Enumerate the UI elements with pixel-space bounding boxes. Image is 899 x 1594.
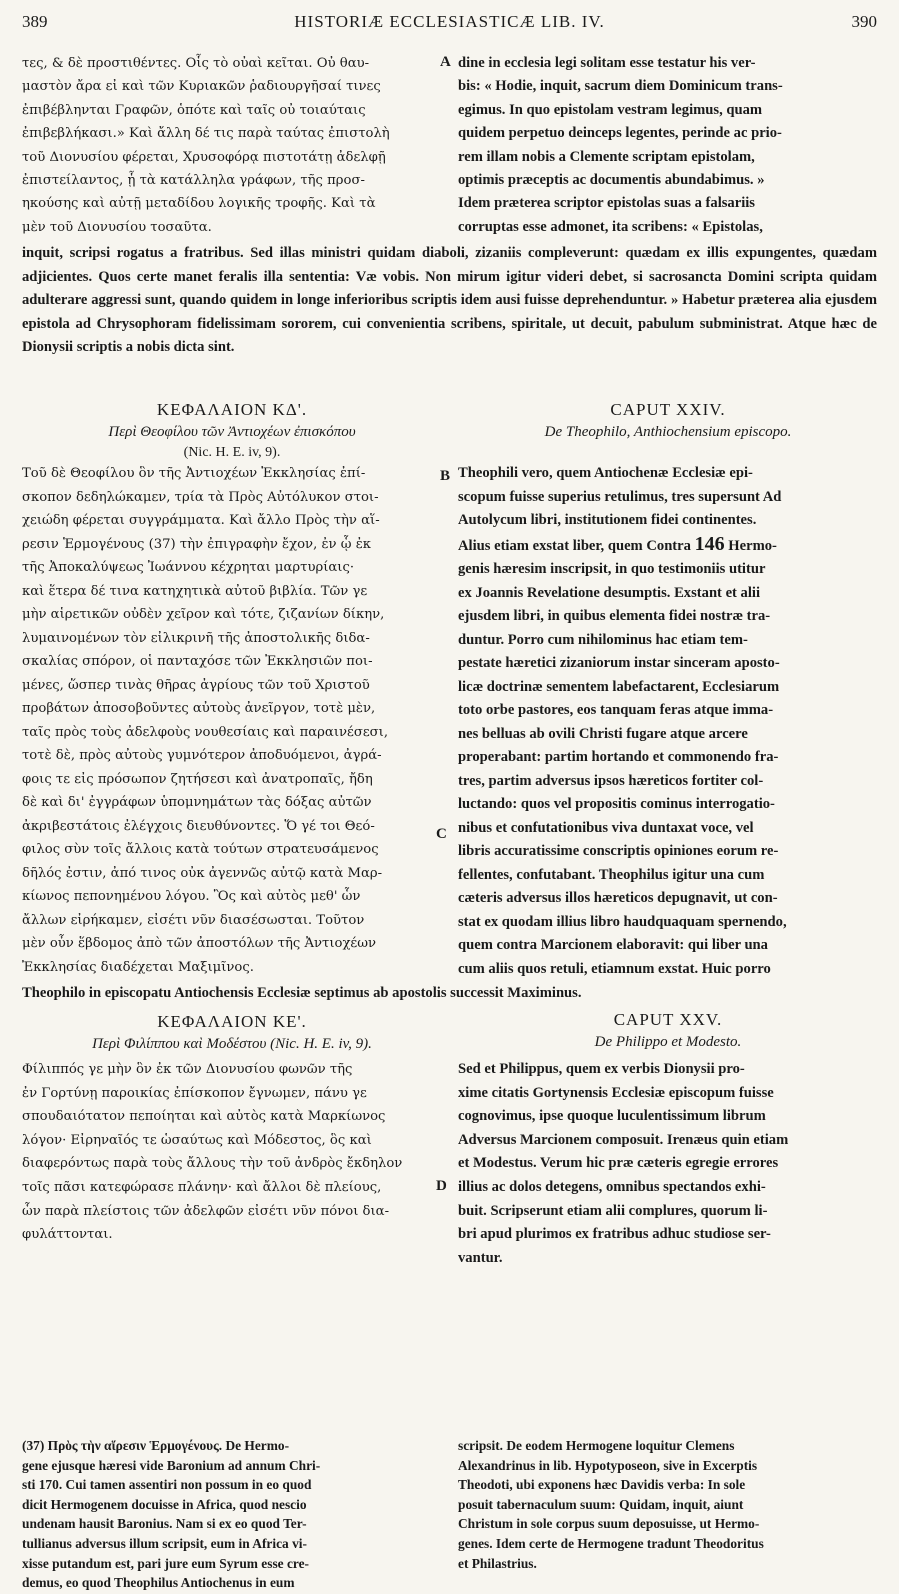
text-line: duntur. Porro cum nihilominus hac etiam tem- — [458, 631, 748, 648]
page-number-right: 390 — [851, 12, 877, 31]
text-line: cognovimus, ipse quoque luculentissimum librum — [458, 1108, 766, 1125]
footnote-right — [458, 1436, 878, 1573]
text-line: σπουδαιότατον πεποίηται καὶ αὐτὸς κατὰ Μαρκίωνος — [22, 1109, 386, 1125]
text-line: λυμαινομένων τὸν εἰλικρινῆ τῆς ἀποστολικῆς διδα- — [22, 630, 370, 646]
text-line: τες, & δὲ προστιθέντες. Οἷς τὸ οὐαὶ κεῖται. Οὐ θαυ- — [22, 56, 370, 71]
greek-column-ch24 — [22, 462, 442, 979]
text-line: illius ac dolos detegens, omnibus spectandos exhi- — [458, 1178, 766, 1195]
text-line: μαστὸν ἄρα εἰ καὶ τῶν Κυριακῶν ῥαδιουργῆσαί τινες — [22, 79, 381, 95]
text-line: genis hæresim inscripsit, in quo testimoniis utitur — [458, 561, 766, 577]
text-line: λόγον· Εἰρηναῖός τε ὡσαύτως καὶ Μόδεστος, ὃς καὶ — [22, 1132, 372, 1148]
greek-column-ch25 — [22, 1058, 442, 1247]
text-line: προβάτων ἀποσοβοῦντες αὐτοὺς ἀνεῖργον, τοτὲ μὲν, — [22, 701, 376, 716]
text-line: σκαλίας σπόρον, οἱ πανταχόσε τῶν Ἐκκλησιῶν ποι- — [22, 654, 373, 669]
text-line: corruptas esse admonet, ita scribens: « Epistolas, — [458, 218, 763, 235]
greek-column-top — [22, 52, 442, 239]
margin-marker-b: B — [440, 468, 451, 484]
greek-chapter-reference: (Nic. H. E. iv, 9). — [183, 445, 281, 460]
note-line: tullianus adversus illum scripsit, eum in Africa vi- — [22, 1535, 307, 1551]
text-line: καὶ ἕτερα δέ τινα κατηχητικὰ αὐτοῦ βιβλία. Τῶν γε — [22, 583, 368, 599]
text-line: μένες, ὥσπερ τινὰς θῆρας ἀγρίους τῶν τοῦ Χριστοῦ — [22, 677, 370, 693]
text-line: dine in ecclesia legi solitam esse testatur his ver- — [458, 55, 756, 71]
text-fragment: Hermo- — [728, 537, 777, 554]
chapter-25-latin-heading — [458, 1008, 878, 1053]
text-line: libris accuratissime conscriptis opiniones eorum re- — [458, 843, 779, 859]
text-line: Autolycum libri, institutionem fidei continentes. — [458, 512, 757, 528]
chapter-25-greek-heading — [22, 1010, 442, 1055]
text-line: nes belluas ab ovili Christi fugare atque arcere — [458, 725, 748, 742]
text-line: ἀκριβεστάτοις ἐλέγχοις διευθύνοντες. Ὅ γέ τοι Θεό- — [22, 818, 375, 834]
note-line: Christum in sole corpus suum deposuisse, ut Hermo- — [458, 1516, 760, 1532]
text-line: vantur. — [458, 1249, 503, 1266]
running-title: HISTORIÆ ECCLESIASTICÆ LIB. IV. — [294, 12, 605, 31]
margin-marker-d: D — [436, 1178, 447, 1194]
latin-column-top — [458, 52, 878, 239]
text-line: χειώδη φέρεται συγγράμματα. Καὶ ἄλλο Πρὸς τὴν αἵ- — [22, 513, 380, 528]
text-line: ἐπιβέβληνται Γραφῶν, ὁπότε καὶ ταῖς οὐ τοιαύταις — [22, 102, 366, 118]
note-line: et Philastrius. — [458, 1555, 537, 1571]
latin-chapter-title: CAPUT XXIV. — [610, 400, 726, 419]
text-line: egimus. In quo epistolam vestram legimus, quam — [458, 101, 763, 118]
note-line: sti 170. Cui tamen assentiri non possum in eo quod — [22, 1477, 312, 1493]
text-line: δὲ καὶ δι' ἐγγράφων ὑπομνημάτων τὰς δόξας αὐτῶν — [22, 795, 372, 810]
text-line: διαφερόντως παρὰ τοὺς ἄλλους τὴν τοῦ ἀνδρὸς ἔκδηλον — [22, 1156, 403, 1172]
margin-marker-a: A — [440, 54, 451, 70]
text-line: φιλος σὺν τοῖς ἄλλοις κατὰ τούτων στρατευσάμενος — [22, 842, 379, 857]
text-line: μὴν αἱρετικῶν οὐδὲν χεῖρον καὶ τότε, ζιζανίων δίκην, — [22, 607, 385, 622]
text-line: fellentes, confutabant. Theophilus igitur una cum — [458, 866, 765, 883]
text-line: ἐπιστείλαντος, ᾗ τὰ κατάλληλα γράφων, τῆς προσ- — [22, 173, 365, 189]
note-line: genes. Idem certe de Hermogene tradunt Theodoritus — [458, 1535, 764, 1551]
note-line: undenam hausit Baronius. Nam si ex eo quod Ter- — [22, 1516, 307, 1532]
text-line: cum aliis quos retuli, etiamnum exstat. Huic porro — [458, 960, 771, 977]
text-line: τῆς Ἀποκαλύψεως Ἰωάννου κέχρηται μαρτυρίαις· — [22, 560, 355, 575]
margin-marker-c: C — [436, 826, 447, 842]
column-number: 146 — [694, 532, 725, 555]
text-line: Idem præterea scriptor epistolas suas a falsariis — [458, 195, 755, 212]
text-line: ἐπιβεβλήκασι.» Καὶ ἄλλη δέ τις παρὰ ταύτας ἐπιστολὴ — [22, 126, 390, 142]
note-line: gene ejusque hæresi vide Baronium ad annum Chri- — [22, 1457, 321, 1473]
chapter-24-latin-heading — [458, 398, 878, 443]
text-line: nibus et confutationibus viva duntaxat voce, vel — [458, 819, 754, 836]
text-line: quidem perpetuo deinceps legentes, perinde ac prio- — [458, 125, 782, 142]
text-line: xime citatis Gortynensis Ecclesiæ episcopum fuisse — [458, 1084, 774, 1101]
text-line: μὲν τοῦ Διονυσίου τοσαῦτα. — [22, 219, 212, 235]
text-line: licæ doctrinæ sementem labefactarent, Ecclesiarum — [458, 678, 780, 695]
text-line: cæteris adversus illos hæreticos depugnavit, ut con- — [458, 890, 778, 906]
full-width-paragraph: inquit, scripsi rogatus a fratribus. Sed illas ministri quidam diaboli, zizaniis compleverunt: quædam ex illis expungentes, quædam adjicientes. Quos certe manet feralis illa sententia: Væ vobis. Non mirum igitur videri debet, si sacrosancta Domini scripta quidam adulterare aggressi sunt, quando quidem in longe inferioribus scriptis idem ausi fuisse deprehenduntur. » Habetur præterea alia ejusdem epistola ad Chrysophoram fidelissimam sororem, cui convenientia scribens, spiritale, ut decuit, pabulum subministrat. Atque hæc de Dionysii scriptis a nobis dicta sint. — [22, 245, 877, 355]
note-line: xisse putandum est, pari jure eum Syrum esse cre- — [22, 1555, 310, 1571]
chapter-24-greek-heading — [22, 398, 442, 463]
greek-chapter-subtitle: Περὶ Φιλίππου καὶ Μοδέστου (Nic. H. E. iv, 9). — [92, 1036, 372, 1052]
note-line: scripsit. De eodem Hermogene loquitur Clemens — [458, 1438, 735, 1453]
text-line: Adversus Marcionem composuit. Irenæus quin etiam — [458, 1131, 789, 1148]
text-line: ejusdem libri, in quibus elementa fidei nostræ tra- — [458, 608, 771, 624]
text-line: κίωνος πεπονημένου λόγου. Ὃς καὶ αὐτὸς μεθ' ὧν — [22, 889, 361, 904]
text-line: luctando: quos vel propositis cominus interrogatio- — [458, 796, 775, 812]
text-line: τοῖς πᾶσι κατεφώρασε πλάνην· καὶ ἄλλοι δὲ πλείους, — [22, 1179, 382, 1195]
text-line — [458, 533, 878, 559]
text-line: pestate hæretici zizaniorum instar sinceram aposto- — [458, 655, 780, 671]
text-line: μὲν οὖν ἕβδομος ἀπὸ τῶν ἀποστόλων τῆς Ἀντιοχέων — [22, 936, 377, 951]
latin-chapter-subtitle: De Theophilo, Anthiochensium episcopo. — [544, 424, 792, 440]
note-line: Alexandrinus in lib. Hypotyposeon, sive in Excerptis — [458, 1457, 758, 1473]
text-line: stat ex quodam illius libro haudquaquam spernendo, — [458, 913, 787, 930]
text-line: quem contra Marcionem elaboravit: qui liber una — [458, 937, 768, 953]
text-line: φυλάττονται. — [22, 1227, 113, 1243]
greek-chapter-title: ΚΕΦΑΛΑΙΟΝ ΚΕ'. — [157, 1012, 307, 1031]
text-fragment: Alius etiam exstat liber, quem Contra — [458, 537, 691, 554]
text-line: tres, partim adversus ipsos hæreticos fortiter col- — [458, 772, 764, 789]
note-line: Theodoti, ubi exponens hæc Davidis verba: In sole — [458, 1477, 746, 1493]
text-line: scopum fuisse superius retulimus, tres supersunt Ad — [458, 488, 782, 505]
text-line: τοτὲ δὲ, πρὸς αὐτοὺς γυμνότερον ἀποδυόμενοι, ἀγρά- — [22, 748, 382, 763]
text-line: rem illam nobis a Clemente scriptam epistolam, — [458, 148, 755, 165]
text-line: ex Joannis Revelatione desumptis. Exstant et alii — [458, 584, 761, 601]
note-line: (37) Πρὸς τὴν αἵρεσιν Ἑρμογένους. De Hermo- — [22, 1438, 290, 1453]
footnote-left — [22, 1436, 442, 1593]
text-line: δῆλός ἐστιν, ἀπό τινος οὐκ ἀγεννῶς αὐτῷ κατὰ Μαρ- — [22, 865, 383, 881]
text-line: bri apud plurimos ex fratribus adhuc studiose ser- — [458, 1226, 771, 1243]
text-line: et Modestus. Verum hic præ cæteris egregie errores — [458, 1155, 779, 1172]
text-line: ἄλλων εἰρήκαμεν, εἰσέτι νῦν διασέσωσται. Τοῦτον — [22, 912, 365, 928]
text-line: ταῖς πρὸς τοὺς ἀδελφοὺς νουθεσίαις καὶ παραινέσεσι, — [22, 724, 389, 740]
text-line: Τοῦ δὲ Θεοφίλου ὃν τῆς Ἀντιοχέων Ἐκκλησίας ἐπί- — [22, 466, 366, 481]
text-line: Φίλιππός γε μὴν ὃν ἐκ τῶν Διονυσίου φωνῶν τῆς — [22, 1062, 353, 1077]
text-line: σκοπον δεδηλώκαμεν, τρία τὰ Πρὸς Αὐτόλυκον στοι- — [22, 489, 379, 505]
text-line: ὧν παρὰ πλείστοις τῶν ἀδελφῶν εἰσέτι νῦν πόνοι δια- — [22, 1203, 390, 1219]
running-header — [22, 12, 877, 34]
note-line: posuit tabernaculum suum: Quidam, inquit, aiunt — [458, 1496, 744, 1512]
greek-chapter-title: ΚΕΦΑΛΑΙΟΝ ΚΔ'. — [156, 400, 308, 419]
text-line: τοῦ Διονυσίου φέρεται, Χρυσοφόρᾳ πιστοτάτῃ ἀδελφῇ — [22, 149, 386, 165]
note-line: dicit Hermogenem docuisse in Africa, quod nescio — [22, 1496, 307, 1512]
text-line: buit. Scripserunt etiam alii complures, quorum li- — [458, 1202, 768, 1219]
latin-chapter-subtitle: De Philippo et Modesto. — [594, 1034, 742, 1050]
text-line: properabant: partim hortando et commonendo fra- — [458, 749, 779, 765]
text-line: ρεσιν Ἑρμογένους (37) τὴν ἐπιγραφὴν ἔχον, ἐν ᾧ ἐκ — [22, 536, 372, 552]
text-line: toto orbe pastores, eos tanquam feras atque imma- — [458, 702, 774, 718]
latin-column-ch25 — [458, 1058, 878, 1270]
note-line: demus, eo quod Theophilus Antiochenus in eum — [22, 1575, 295, 1591]
full-width-line: Theophilo in episcopatu Antiochensis Ecclesiæ septimus ab apostolis successit Maximinus. — [22, 985, 582, 1001]
text-line: Sed et Philippus, quem ex verbis Dionysii pro- — [458, 1061, 745, 1077]
text-line: Ἐκκλησίας διαδέχεται Μαξιμῖνος. — [22, 959, 254, 975]
latin-chapter-title: CAPUT XXV. — [613, 1010, 723, 1029]
page-number-left: 389 — [22, 12, 48, 31]
text-line: bis: « Hodie, inquit, sacrum diem Dominicum trans- — [458, 78, 783, 95]
greek-chapter-subtitle: Περὶ Θεοφίλου τῶν Ἀντιοχέων ἐπισκόπου — [108, 424, 356, 440]
text-line: φοις τε εἰς πρόσωπον ζητήσεσι καὶ ἀνατροπαῖς, ἤδη — [22, 771, 373, 787]
text-line: ηκούσης καὶ αὐτῇ μεταδίδου λογικῆς τροφῆς. Καὶ τὰ — [22, 196, 376, 212]
text-line: optimis præceptis ac documentis abundabimus. » — [458, 172, 765, 189]
text-line: ἐν Γορτύνῃ παροικίας ἐπίσκοπον ἔγνωμεν, πάνυ γε — [22, 1085, 367, 1101]
latin-column-ch24 — [458, 462, 878, 981]
text-line: Theophili vero, quem Antiochenæ Ecclesiæ epi- — [458, 465, 753, 481]
